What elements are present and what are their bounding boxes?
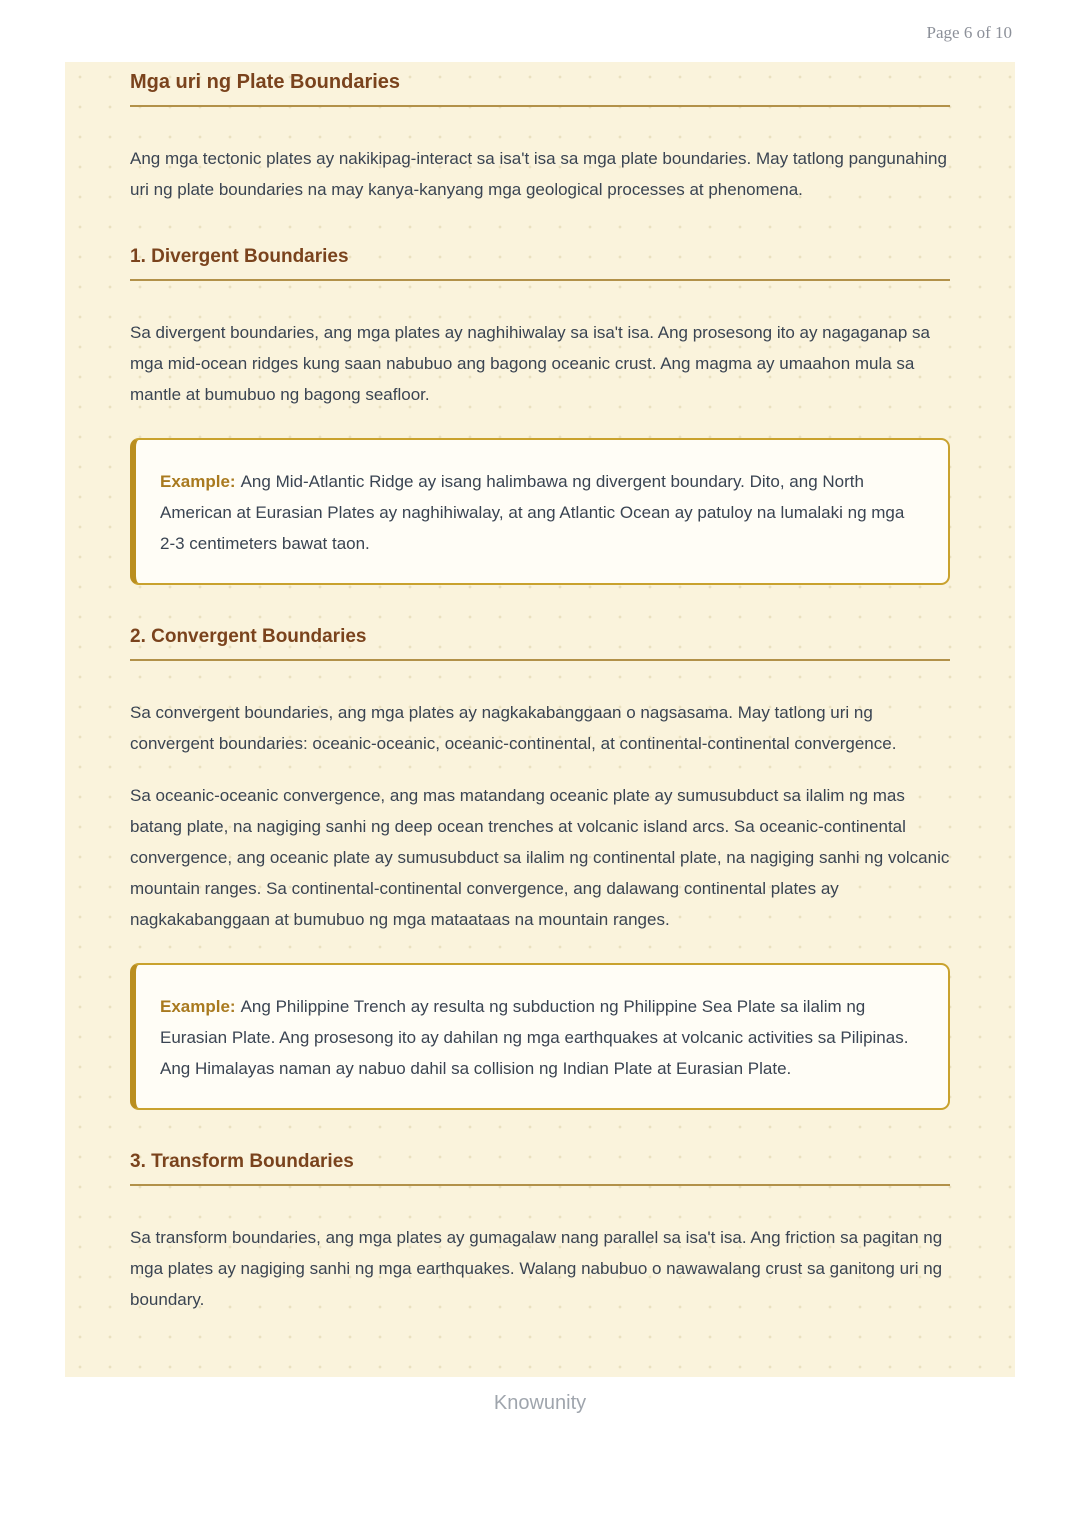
example-box-divergent — [130, 438, 950, 585]
example-box-convergent — [130, 963, 950, 1110]
example-body: Ang Mid-Atlantic Ridge ay isang halimbawa ng divergent boundary. Dito, ang North American at Eurasian Plates ay naghihiwalay, at ang Atlantic Ocean ay patuloy na lumalaki ng mga 2-3 centimeters bawat taon. — [160, 472, 905, 553]
divergent-paragraph: Sa divergent boundaries, ang mga plates ay naghihiwalay sa isa't isa. Ang prosesong ito ay nagaganap sa mga mid-ocean ridges kung saan nabubuo ang bagong oceanic crust. Ang magma ay umaahon mula sa mantle at bumubuo ng bagong seafloor. — [130, 323, 930, 404]
section-rule-convergent — [130, 659, 950, 661]
example-body: Ang Philippine Trench ay resulta ng subduction ng Philippine Sea Plate sa ilalim ng Eurasian Plate. Ang prosesong ito ay dahilan ng mga earthquakes at volcanic activities sa Pilipinas. Ang Himalayas naman ay nabuo dahil sa collision ng Indian Plate at Eurasian Plate. — [160, 997, 909, 1078]
title-rule — [130, 105, 950, 107]
example-label: Example: — [160, 997, 236, 1016]
example-label: Example: — [160, 472, 236, 491]
page-indicator: Page 6 of 10 — [926, 23, 1012, 42]
content-sheet — [65, 62, 1015, 1377]
section-heading-transform: 3. Transform Boundaries — [130, 1151, 354, 1172]
section-rule-transform — [130, 1184, 950, 1186]
example-text-divergent — [160, 466, 920, 559]
section-rule-divergent — [130, 279, 950, 281]
transform-paragraph: Sa transform boundaries, ang mga plates ay gumagalaw nang parallel sa isa't isa. Ang friction sa pagitan ng mga plates ay nagiging sanhi ng mga earthquakes. Walang nabubuo o nawawalang crust sa ganitong uri ng boundary. — [130, 1228, 943, 1309]
convergent-paragraph-1: Sa convergent boundaries, ang mga plates ay nagkakabanggaan o nagsasama. May tatlong uri ng convergent boundaries: oceanic-oceanic, oceanic-continental, at continental-continental convergence. — [130, 703, 897, 753]
section-heading-divergent: 1. Divergent Boundaries — [130, 246, 349, 267]
convergent-paragraph-2: Sa oceanic-oceanic convergence, ang mas matandang oceanic plate ay sumusubduct sa ilalim ng mas batang plate, na nagiging sanhi ng deep ocean trenches at volcanic island arcs. Sa oceanic-continental convergence, ang oceanic plate ay sumusubduct sa ilalim ng continental plate, na nagiging sanhi ng volcanic mountain ranges. Sa continental-continental convergence, ang dalawang continental plates ay nagkakabanggaan at bumubuo ng mga mataataas na mountain ranges. — [130, 786, 950, 929]
page-title: Mga uri ng Plate Boundaries — [130, 71, 401, 93]
intro-paragraph: Ang mga tectonic plates ay nakikipag-interact sa isa't isa sa mga plate boundaries. May tatlong pangunahing uri ng plate boundaries na may kanya-kanyang mga geological processes at phenomena. — [130, 149, 947, 199]
example-text-convergent — [160, 991, 920, 1084]
section-heading-convergent: 2. Convergent Boundaries — [130, 626, 367, 647]
footer-brand: Knowunity — [493, 1392, 587, 1414]
